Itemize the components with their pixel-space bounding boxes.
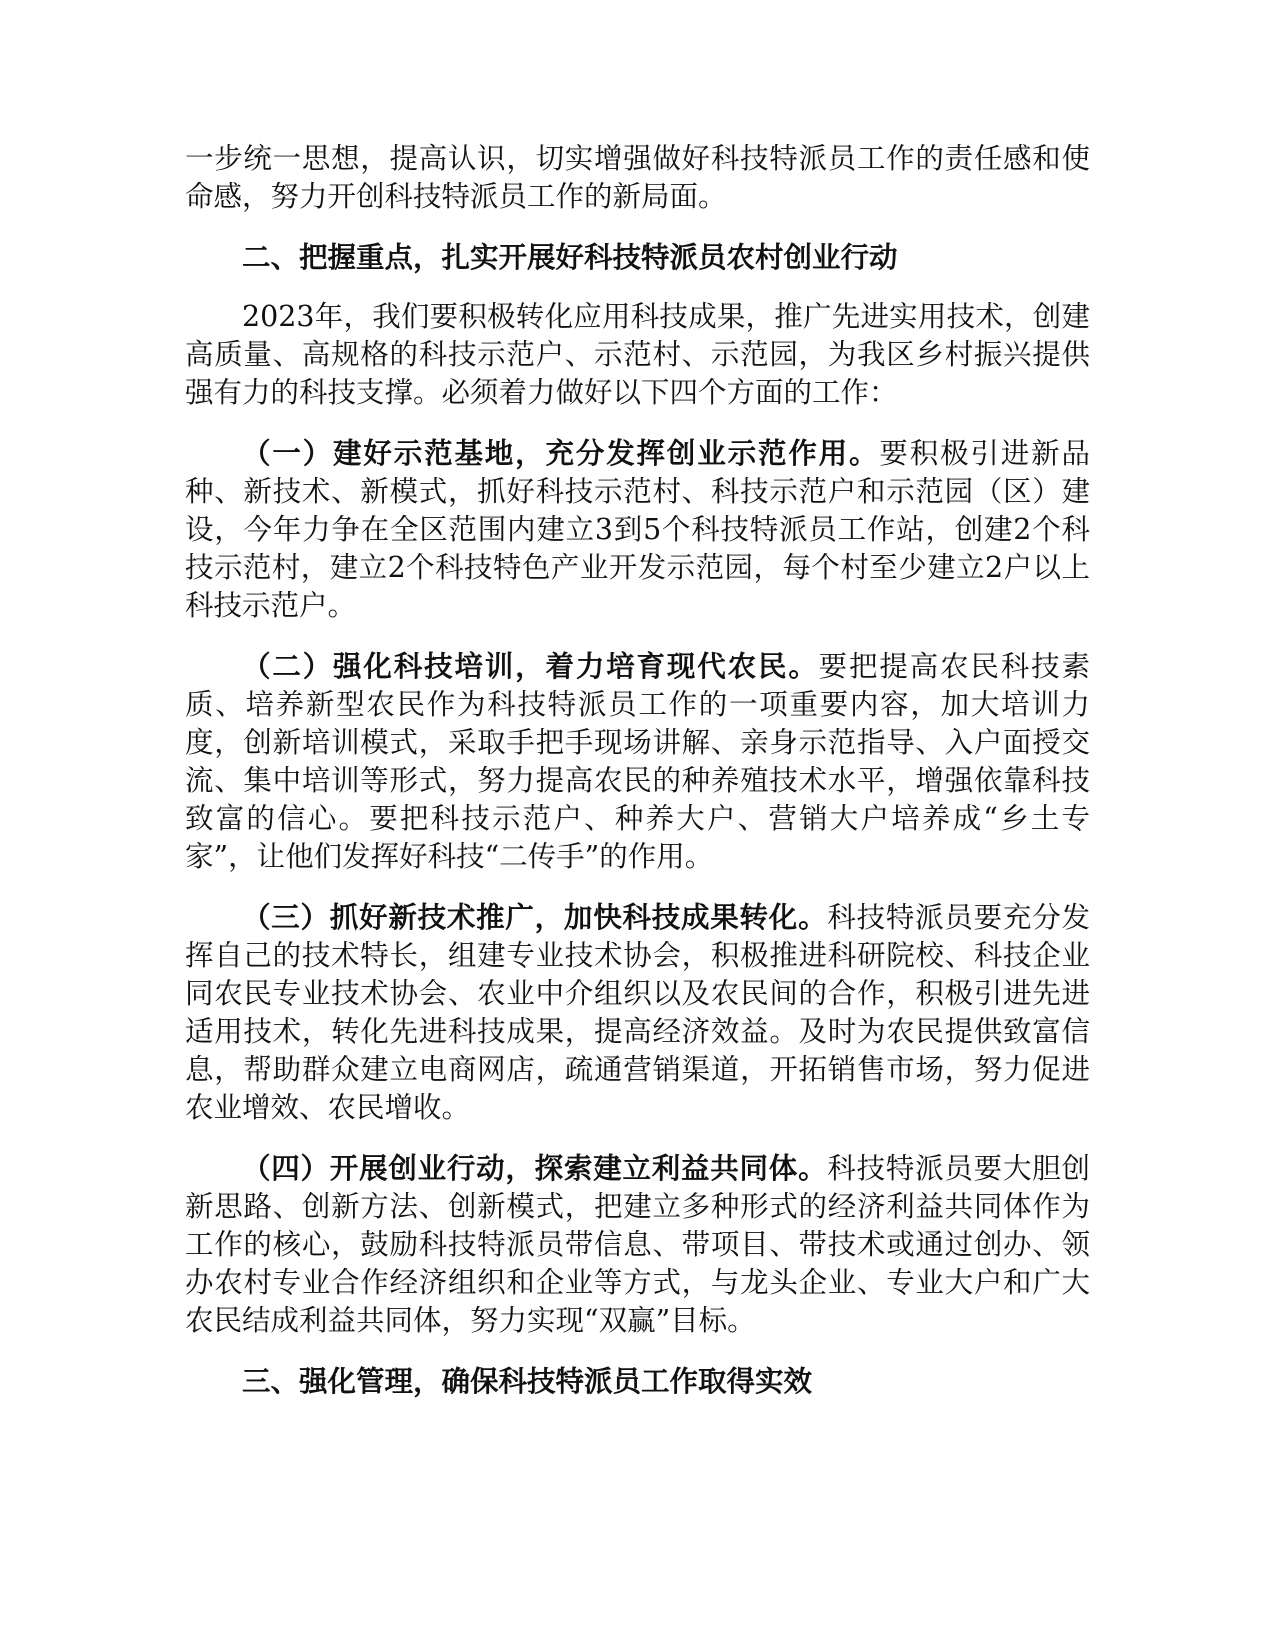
item-lead-4: （四）开展创业行动，探索建立利益共同体。 [242, 1151, 828, 1185]
item-lead-3: （三）抓好新技术推广，加快科技成果转化。 [242, 900, 828, 934]
item-paragraph-1 [185, 434, 1090, 625]
item-body-3: 科技特派员要充分发挥自己的技术特长，组建专业技术协会，积极推进科研院校、科技企业同农民专业技术协会、农业中介组织以及农民间的合作，积极引进先进适用技术，转化先进科技成果，提高经济效益。及时为农民提供致富信息，帮助群众建立电商网店，疏通营销渠道，开拓销售市场，努力促进农业增效、农民增收。 [185, 901, 1090, 1124]
item-paragraph-3 [185, 898, 1090, 1127]
intro-paragraph: 2023年，我们要积极转化应用科技成果，推广先进实用技术，创建高质量、高规格的科技示范户、示范村、示范园，为我区乡村振兴提供强有力的科技支撑。必须着力做好以下四个方面的工作： [185, 300, 1090, 409]
item-body-2: 要把提高农民科技素质、培养新型农民作为科技特派员工作的一项重要内容，加大培训力度，创新培训模式，采取手把手现场讲解、亲身示范指导、入户面授交流、集中培训等形式，努力提高农民的种养殖技术水平，增强依靠科技致富的信心。要把科技示范户、种养大户、营销大户培养成“乡土专家”，让他们发挥好科技“二传手”的作用。 [185, 650, 1090, 873]
section-heading-3: 三、强化管理，确保科技特派员工作取得实效 [242, 1364, 813, 1398]
item-paragraph-2 [185, 647, 1090, 876]
section-heading-2: 二、把握重点，扎实开展好科技特派员农村创业行动 [242, 240, 898, 274]
continued-paragraph: 一步统一思想，提高认识，切实增强做好科技特派员工作的责任感和使命感，努力开创科技特派员工作的新局面。 [185, 142, 1090, 213]
document-body [185, 140, 1090, 1400]
item-lead-1: （一）建好示范基地，充分发挥创业示范作用。 [242, 436, 880, 470]
item-body-1: 要积极引进新品种、新技术、新模式，抓好科技示范村、科技示范户和示范园（区）建设，今年力争在全区范围内建立3到5个科技特派员工作站，创建2个科技示范村，建立2个科技特色产业开发示范园，每个村至少建立2户以上科技示范户。 [185, 437, 1090, 622]
item-body-4: 科技特派员要大胆创新思路、创新方法、创新模式，把建立多种形式的经济利益共同体作为工作的核心，鼓励科技特派员带信息、带项目、带技术或通过创办、领办农村专业合作经济组织和企业等方式，与龙头企业、专业大户和广大农民结成利益共同体，努力实现“双赢”目标。 [185, 1152, 1090, 1337]
item-paragraph-4 [185, 1149, 1090, 1340]
item-lead-2: （二）强化科技培训，着力培育现代农民。 [242, 649, 819, 683]
